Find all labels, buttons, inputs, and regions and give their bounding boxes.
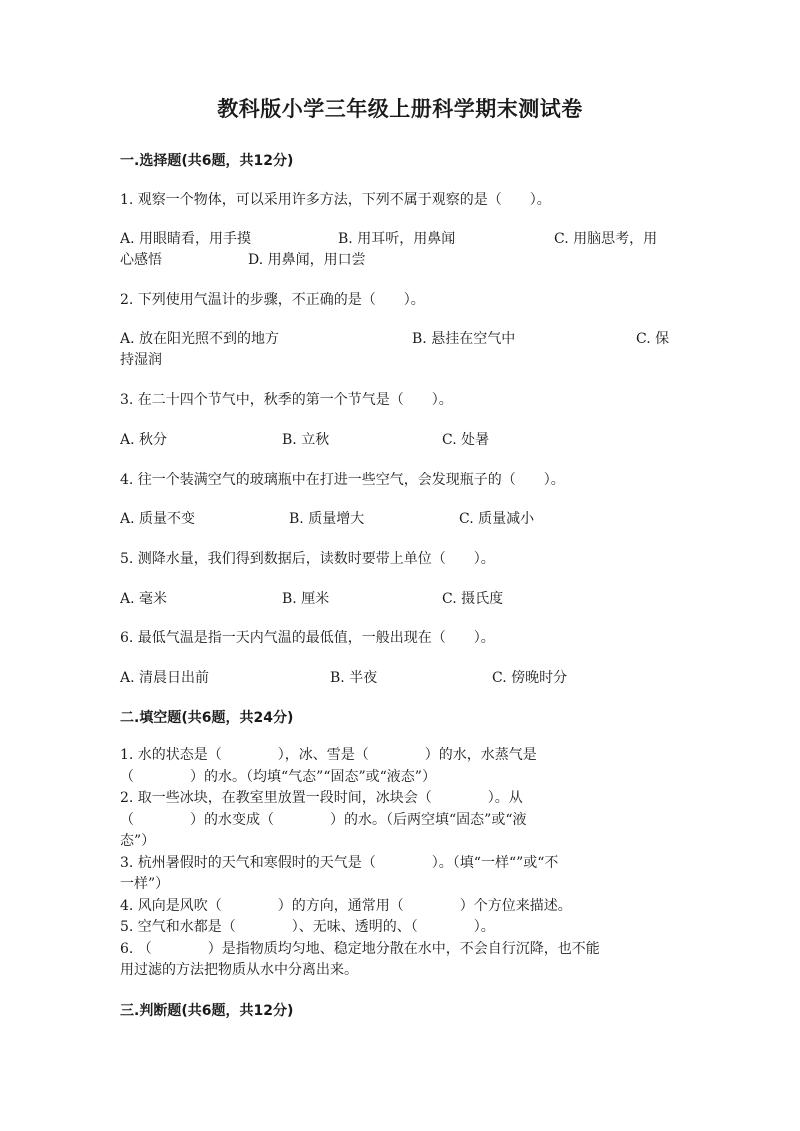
question-stem: 2. 下列使用气温计的步骤，不正确的是（ ）。: [120, 292, 425, 308]
section-heading-choice: 一.选择题(共6题，共12分): [120, 153, 294, 169]
fill-line: 3. 杭州暑假时的天气和寒假时的天气是（ ）。（填“一样“”或“不: [120, 854, 559, 871]
option-b: B. 质量增大: [289, 511, 365, 527]
page-title: 教科版小学三年级上册科学期末测试卷: [217, 97, 583, 121]
question-stem: 3. 在二十四个节气中，秋季的第一个节气是（ ）。: [120, 392, 453, 408]
fill-line: 一样”）: [120, 876, 170, 892]
option-c: C. 摄氏度: [442, 591, 504, 607]
option-a: A. 秋分: [120, 432, 168, 448]
question-stem: 6. 最低气温是指一天内气温的最低值，一般出现在（ ）。: [120, 630, 495, 646]
option-c-continued: 持湿润: [120, 352, 162, 368]
option-c: C. 处暑: [442, 432, 490, 448]
option-a: A. 质量不变: [120, 511, 196, 527]
option-b: B. 立秋: [282, 432, 330, 448]
option-a: A. 用眼睛看，用手摸: [120, 231, 252, 247]
option-b: B. 悬挂在空气中: [412, 331, 516, 347]
question-stem: 4. 往一个装满空气的玻璃瓶中在打进一些空气，会发现瓶子的（ ）。: [120, 472, 565, 488]
fill-line: 4. 风向是风吹（ ）的方向，通常用（ ）个方位来描述。: [120, 897, 572, 914]
question-options: [120, 249, 680, 269]
question-options: [120, 588, 680, 608]
question-options: [120, 328, 680, 348]
option-d: D. 用鼻闻，用口尝: [248, 252, 366, 268]
section-heading-fill: 二.填空题(共6题，共24分): [120, 710, 294, 726]
option-a: A. 放在阳光照不到的地方: [120, 331, 280, 347]
fill-line: （ ）的水变成（ ）的水。（后两空填“固态”或“液: [120, 811, 527, 828]
option-c: C. 保: [636, 331, 670, 347]
option-b: B. 半夜: [330, 670, 378, 686]
option-b: B. 用耳听，用鼻闻: [338, 231, 456, 247]
fill-line: 用过滤的方法把物质从水中分离出来。: [120, 962, 358, 978]
question-options: [120, 429, 680, 449]
question-options: [120, 228, 680, 248]
fill-line: 态”）: [120, 833, 156, 849]
option-c-continued: 心感悟: [120, 252, 162, 268]
question-stem: 5. 测降水量，我们得到数据后，读数时要带上单位（ ）。: [120, 551, 495, 567]
question-options: [120, 667, 680, 687]
fill-line: 2. 取一些冰块，在教室里放置一段时间，冰块会（ ）。从: [120, 790, 523, 806]
question-options: [120, 349, 680, 369]
option-c: C. 傍晚时分: [492, 670, 568, 686]
section-heading-judge: 三.判断题(共6题，共12分): [120, 1003, 294, 1019]
fill-line: 6. （ ）是指物质均匀地、稳定地分散在水中，不会自行沉降，也不能: [120, 940, 600, 957]
question-stem: 1. 观察一个物体，可以采用许多方法，下列不属于观察的是（ ）。: [120, 192, 551, 208]
option-b: B. 厘米: [282, 591, 330, 607]
option-c: C. 质量减小: [459, 511, 535, 527]
option-a: A. 清晨日出前: [120, 670, 210, 686]
option-c: C. 用脑思考，用: [554, 231, 658, 247]
option-a: A. 毫米: [120, 591, 168, 607]
fill-line: （ ）的水。（均填“气态”“固态”或“液态”）: [120, 768, 436, 785]
fill-line: 5. 空气和水都是（ ）、无味、透明的、（ ）。: [120, 919, 495, 935]
question-options: [120, 508, 680, 528]
fill-line: 1. 水的状态是（ ），冰、雪是（ ）的水，水蒸气是: [120, 747, 537, 763]
